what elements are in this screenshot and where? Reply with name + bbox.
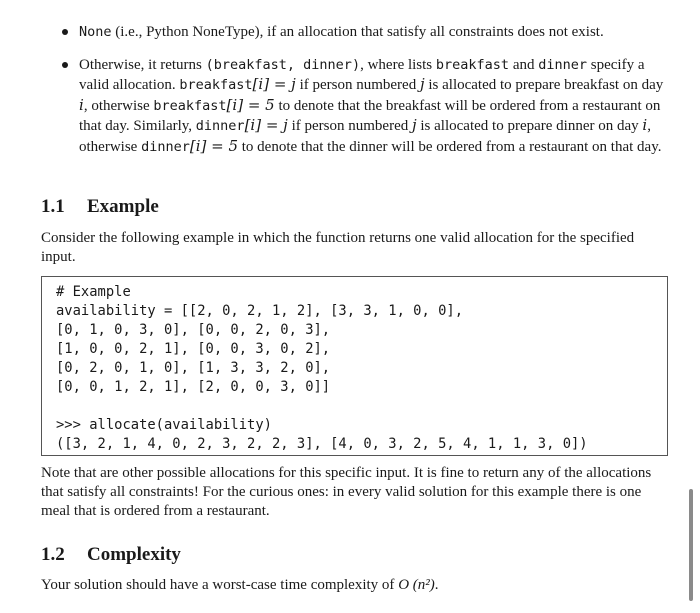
- section-title: Example: [87, 196, 159, 217]
- code-line: >>> allocate(availability): [56, 417, 272, 433]
- code-line: [0, 2, 0, 1, 0], [1, 3, 3, 2, 0],: [56, 360, 331, 376]
- text-run: if person numbered: [287, 118, 412, 134]
- code-line: [1, 0, 0, 2, 1], [0, 0, 3, 0, 2],: [56, 341, 331, 357]
- text-run: breakfast: [435, 56, 510, 73]
- example-intro-paragraph: Consider the following example in which the function returns one valid allocation for the specified input.: [41, 230, 635, 265]
- text-run: is allocated to prepare dinner on day: [416, 118, 643, 134]
- code-line: [0, 1, 0, 3, 0], [0, 0, 2, 0, 3],: [56, 322, 331, 338]
- bullet-text-none: [79, 22, 672, 43]
- text-run: breakfast: [179, 77, 253, 93]
- text-run: , otherwise: [79, 118, 651, 155]
- bullet-icon: [62, 62, 68, 68]
- text-run: dinner: [141, 138, 190, 155]
- section-heading-example: [41, 196, 159, 218]
- section-title: Complexity: [87, 544, 181, 565]
- scrollbar[interactable]: [689, 489, 693, 601]
- text-run: (i.e., Python NoneType), if an allocation that satisfy all constraints does not exist.: [111, 24, 604, 40]
- list-item: [62, 55, 672, 158]
- text-run: j: [419, 75, 425, 93]
- text-run: to denote that the dinner will be ordered from a restaurant on that day.: [238, 138, 662, 155]
- text-run: i: [79, 95, 84, 114]
- code-line: # Example: [56, 284, 131, 300]
- text-run: and: [509, 56, 539, 73]
- text-run: specify a valid allocation.: [79, 56, 645, 93]
- text-run: i: [642, 116, 648, 134]
- text-run: to denote that the breakfast will be ordered from a restaurant on that day. Similarly,: [79, 97, 661, 134]
- complexity-paragraph: [41, 576, 669, 595]
- code-block: [41, 276, 668, 456]
- complexity-prefix: Your solution should have a worst-case time complexity of: [41, 577, 399, 593]
- text-run: [i] = j: [244, 116, 288, 134]
- text-run: is allocated to prepare breakfast on day: [424, 77, 664, 93]
- text-run: None: [79, 24, 112, 40]
- complexity-formula: O (n²): [398, 577, 435, 593]
- section-number: 1.2: [41, 544, 65, 565]
- bullet-icon: [62, 29, 68, 35]
- text-run: dinner: [195, 118, 245, 134]
- text-run: [i] = 5: [189, 136, 239, 155]
- text-run: j: [411, 116, 417, 134]
- code-line: ([3, 2, 1, 4, 0, 2, 3, 2, 2, 3], [4, 0, 3, 2, 5, 4, 1, 1, 3, 0]): [56, 436, 588, 452]
- note-paragraph: Note that are other possible allocations for this specific input. It is fine to return any of the allocations that satisfy all constraints! For the curious ones: in every valid solution for this example there is one meal that is ordered from a restaurant.: [41, 465, 652, 519]
- text-run: [i] = 5: [226, 95, 275, 114]
- text-run: [i] = j: [252, 75, 296, 93]
- section-number: 1.1: [41, 196, 65, 217]
- complexity-suffix: .: [434, 577, 439, 593]
- text-run: breakfast: [153, 97, 227, 114]
- text-run: Otherwise, it returns: [79, 56, 206, 73]
- text-run: dinner: [538, 56, 588, 73]
- text-run: , otherwise: [83, 97, 154, 114]
- text-run: , where lists: [360, 56, 436, 73]
- text-run: (breakfast, dinner): [205, 56, 361, 73]
- text-run: if person numbered: [295, 77, 420, 93]
- bullet-text-otherwise: [79, 55, 672, 158]
- code-line: availability = [[2, 0, 2, 1, 2], [3, 3, 1, 0, 0],: [56, 303, 464, 319]
- list-item: [62, 22, 672, 43]
- section-heading-complexity: [41, 544, 181, 566]
- code-line: [0, 0, 1, 2, 1], [2, 0, 0, 3, 0]]: [56, 379, 331, 395]
- return-values-list: [62, 22, 672, 169]
